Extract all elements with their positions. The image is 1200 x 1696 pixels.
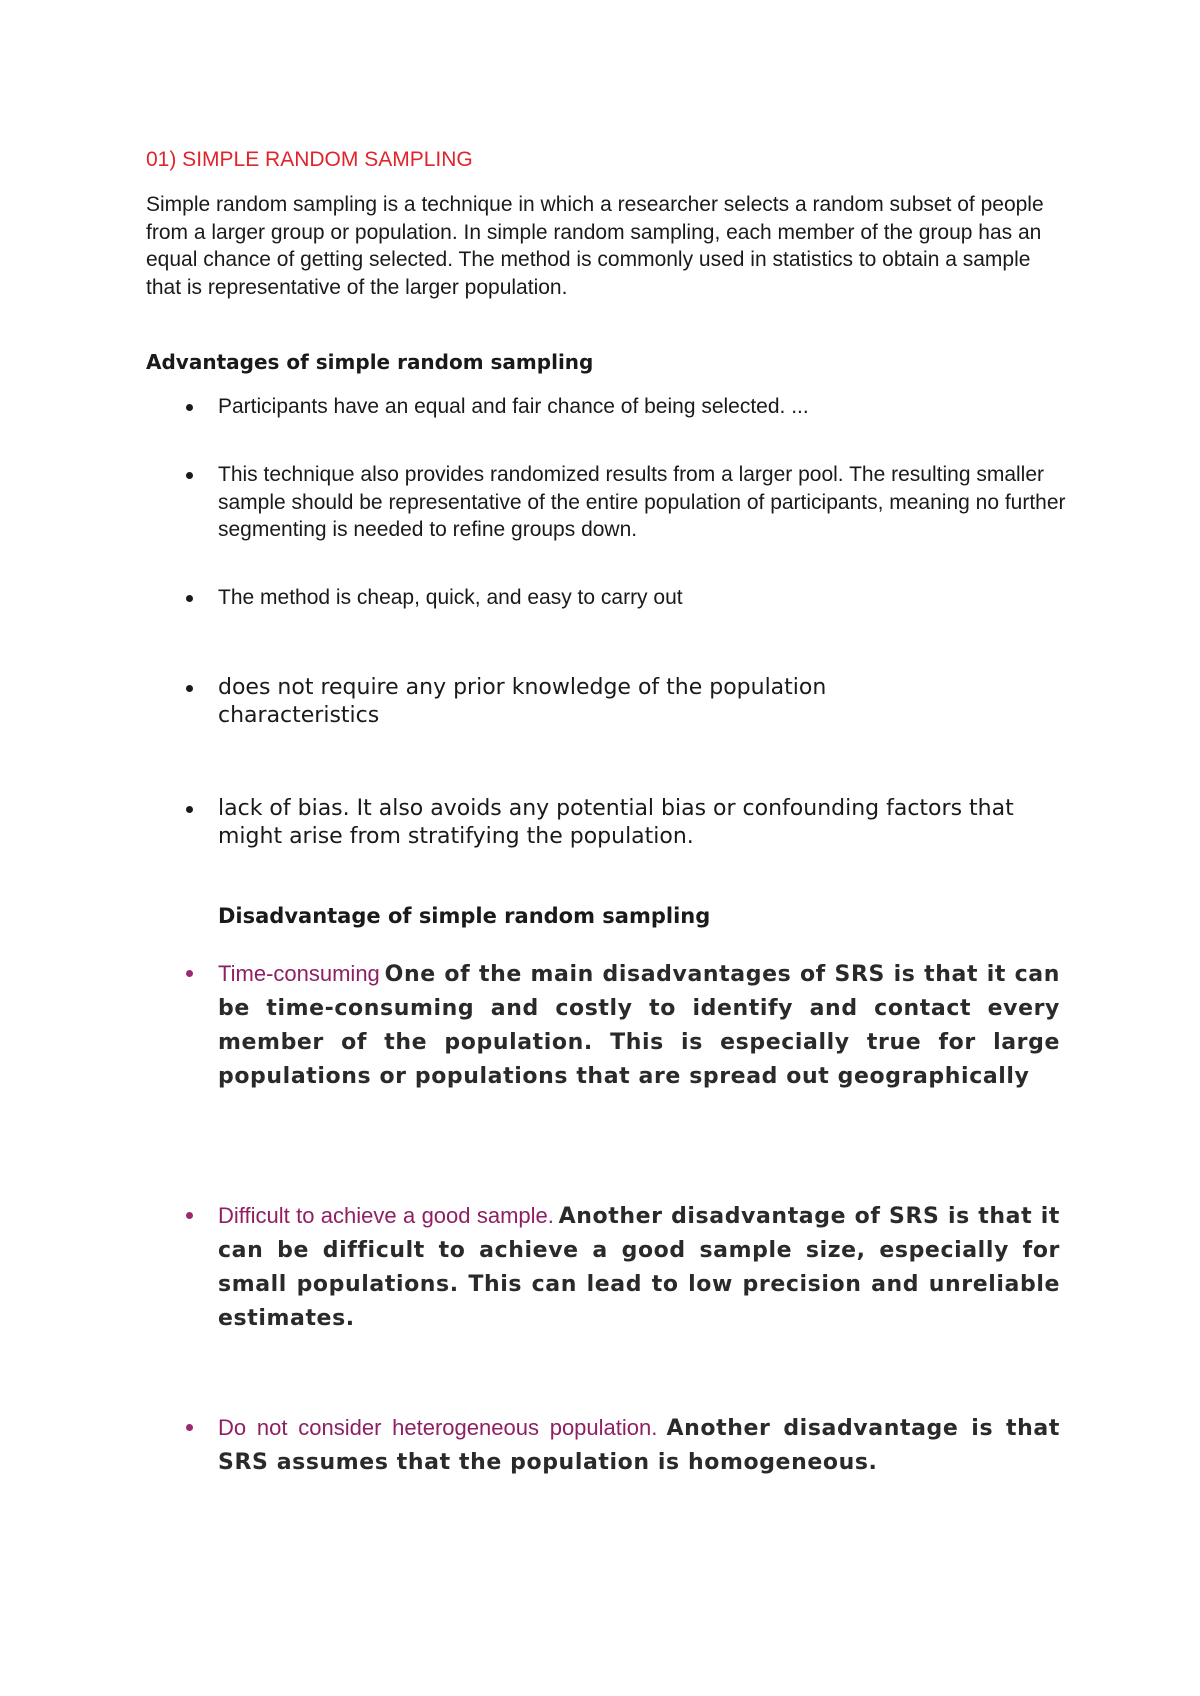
bullet-icon — [186, 404, 193, 411]
bullet-icon — [186, 1212, 193, 1219]
advantage-text: does not require any prior knowledge of the population characteristics — [218, 675, 827, 728]
list-item — [218, 584, 1078, 612]
disadvantage-lead: Do not consider heterogeneous population. — [218, 1415, 658, 1440]
list-item — [218, 393, 1078, 421]
bullet-icon — [186, 970, 193, 977]
bullet-icon — [186, 1424, 193, 1431]
bullet-icon — [186, 685, 193, 692]
bullet-icon — [186, 472, 193, 479]
disadvantage-text: Another disadvantage is that SRS assumes that the population is homogeneous. — [218, 1416, 1060, 1475]
advantage-text: lack of bias. It also avoids any potential bias or confounding factors that might arise from stratifying the population. — [218, 796, 1014, 849]
advantages-heading: Advantages of simple random sampling — [146, 350, 594, 374]
disadvantage-lead: Difficult to achieve a good sample. — [218, 1203, 554, 1228]
list-item — [218, 461, 1078, 544]
list-item — [218, 674, 938, 730]
advantage-text: Participants have an equal and fair chance of being selected. ... — [218, 395, 809, 418]
bullet-icon — [186, 806, 193, 813]
list-item — [218, 795, 1078, 851]
list-item — [218, 1200, 1060, 1337]
bullet-icon — [186, 595, 193, 602]
advantage-text: This technique also provides randomized results from a larger pool. The resulting smaller sample should be representative of the entire population of participants, meaning no further segmenting is needed to refine groups down. — [218, 463, 1066, 542]
list-item — [218, 1412, 1060, 1481]
disadvantage-text: Another disadvantage of SRS is that it can be difficult to achieve a good sample size, especially for small populations. This can lead to low precision and unreliable estimates. — [218, 1204, 1060, 1331]
advantage-text: The method is cheap, quick, and easy to carry out — [218, 586, 683, 609]
disadvantage-text: One of the main disadvantages of SRS is that it can be time-consuming and costly to identify and contact every member of the population. This is especially true for large populations or populations that are spread out geographically — [218, 962, 1060, 1089]
disadvantages-heading: Disadvantage of simple random sampling — [218, 904, 711, 928]
disadvantage-lead: Time-consuming — [218, 961, 380, 986]
intro-paragraph: Simple random sampling is a technique in which a researcher selects a random subset of people from a larger group or population. In simple random sampling, each member of the group has an equal chance of getting selected. The method is commonly used in statistics to obtain a sample that is representative of the larger population. — [146, 193, 1044, 299]
list-item — [218, 958, 1060, 1095]
section-title: 01) SIMPLE RANDOM SAMPLING — [146, 148, 473, 171]
